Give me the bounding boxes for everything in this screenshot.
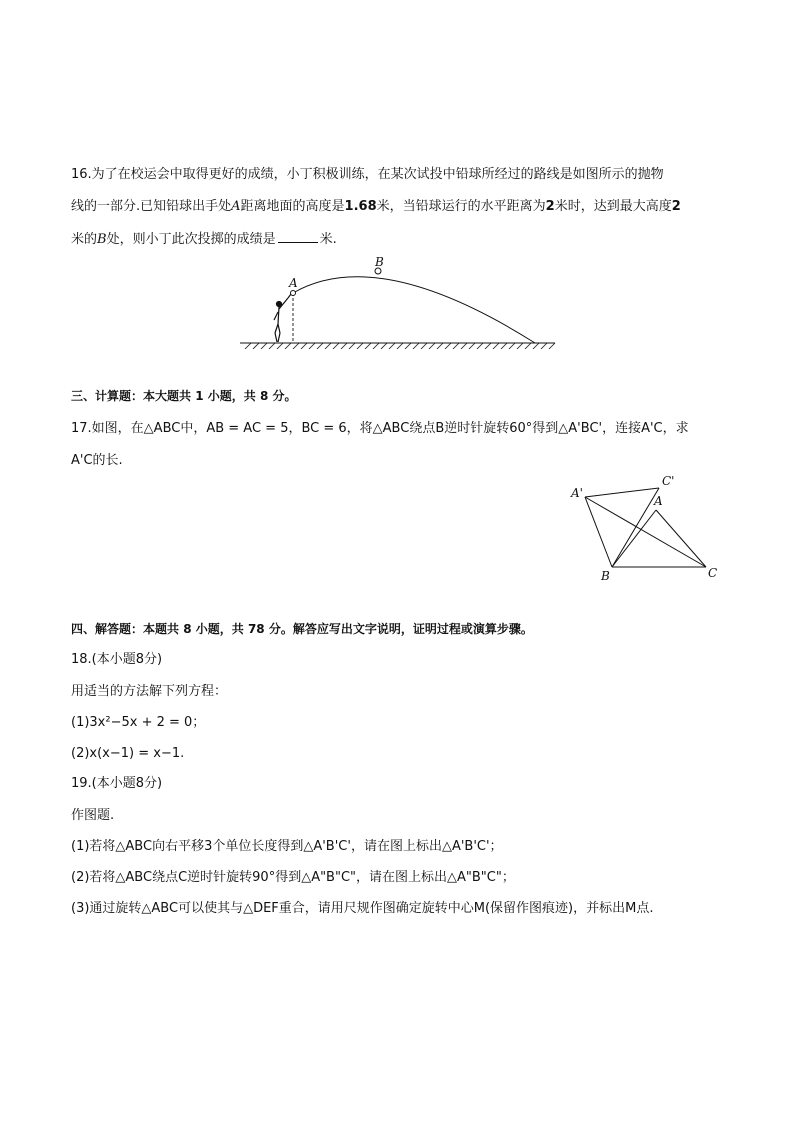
label-c: C: [708, 566, 718, 580]
segment-b-c1: [612, 488, 659, 567]
q16-text: 距离地面的高度是: [240, 199, 345, 214]
section-3-suffix: 分。: [272, 389, 297, 403]
q18-part-2: (2)x(x−1) = x−1.: [71, 746, 185, 761]
q16-text: 米.: [319, 232, 337, 247]
q19-part-1: (1)若将△ABC向右平移3个单位长度得到△A'B'C'，请在图上标出△A'B'C'；: [71, 839, 503, 854]
q18-stem: 用适当的方法解下列方程：: [71, 684, 228, 699]
section-4-score: 78: [247, 622, 265, 636]
q19-part-3: (3)通过旋转△ABC可以使其与△DEF重合，请用尺规作图确定旋转中心M(保留作图痕迹)，并标出M点.: [71, 901, 654, 916]
section-4-suffix: 分。解答应写出文字说明，证明过程或演算步骤。: [268, 622, 533, 636]
segment-a1-c: [585, 497, 706, 567]
segment-b-a: [612, 510, 656, 567]
q16-text: 米，当铅球运行的水平距离为: [376, 199, 546, 214]
q16-text: 米时，达到最大高度: [554, 199, 672, 214]
q17-line-2: A'C的长.: [71, 453, 123, 468]
label-b: B: [601, 569, 610, 583]
q16-height-value: 1.68: [344, 199, 377, 214]
q16-text: 处，则小丁此次投掷的成绩是: [106, 232, 276, 247]
q16-max-height-value: 2: [671, 199, 681, 214]
section-3-score: 8: [259, 389, 269, 403]
label-a: A: [289, 276, 298, 290]
q18-title: 18.(本小题8分): [71, 652, 163, 667]
label-b: B: [375, 255, 384, 269]
q19-title: 19.(本小题8分): [71, 776, 163, 791]
q16-point-a: A: [231, 199, 241, 214]
segment-a1-c1: [585, 488, 659, 497]
section-3-count: 1: [195, 389, 204, 403]
section-4-prefix: 四、解答题：本题共: [71, 622, 180, 636]
q16-text: 米的: [71, 232, 98, 247]
label-a-prime: A': [571, 486, 583, 500]
label-a: A: [654, 494, 663, 508]
q19-part-2: (2)若将△ABC绕点C逆时针旋转90°得到△A"B"C"，请在图上标出△A"B"C"；: [71, 870, 515, 885]
segment-a-c: [656, 510, 706, 567]
q16-distance-value: 2: [545, 199, 555, 214]
q19-stem: 作图题.: [71, 808, 115, 823]
section-4-mid: 小题，共: [195, 622, 244, 636]
section-3-prefix: 三、计算题：本大题共: [71, 389, 192, 403]
label-c-prime: C': [662, 474, 675, 488]
section-3-mid: 小题，共: [207, 389, 256, 403]
q16-text: 线的一部分.已知铅球出手处: [71, 199, 232, 214]
q16-line-1: 16.为了在校运会中取得更好的成绩，小丁积极训练，在某次试投中铅球所经过的路线是如图所示的抛物: [71, 167, 664, 182]
q18-part-1: (1)3x²−5x + 2 = 0；: [71, 715, 206, 730]
q16-point-b: B: [97, 232, 107, 247]
q17-line-1: 17.如图，在△ABC中，AB = AC = 5，BC = 6，将△ABC绕点B逆时针旋转60°得到△A'BC'，连接A'C，求: [71, 421, 689, 436]
segment-a1-b: [585, 497, 612, 567]
section-4-heading: [71, 620, 533, 638]
section-4-count: 8: [183, 622, 192, 636]
